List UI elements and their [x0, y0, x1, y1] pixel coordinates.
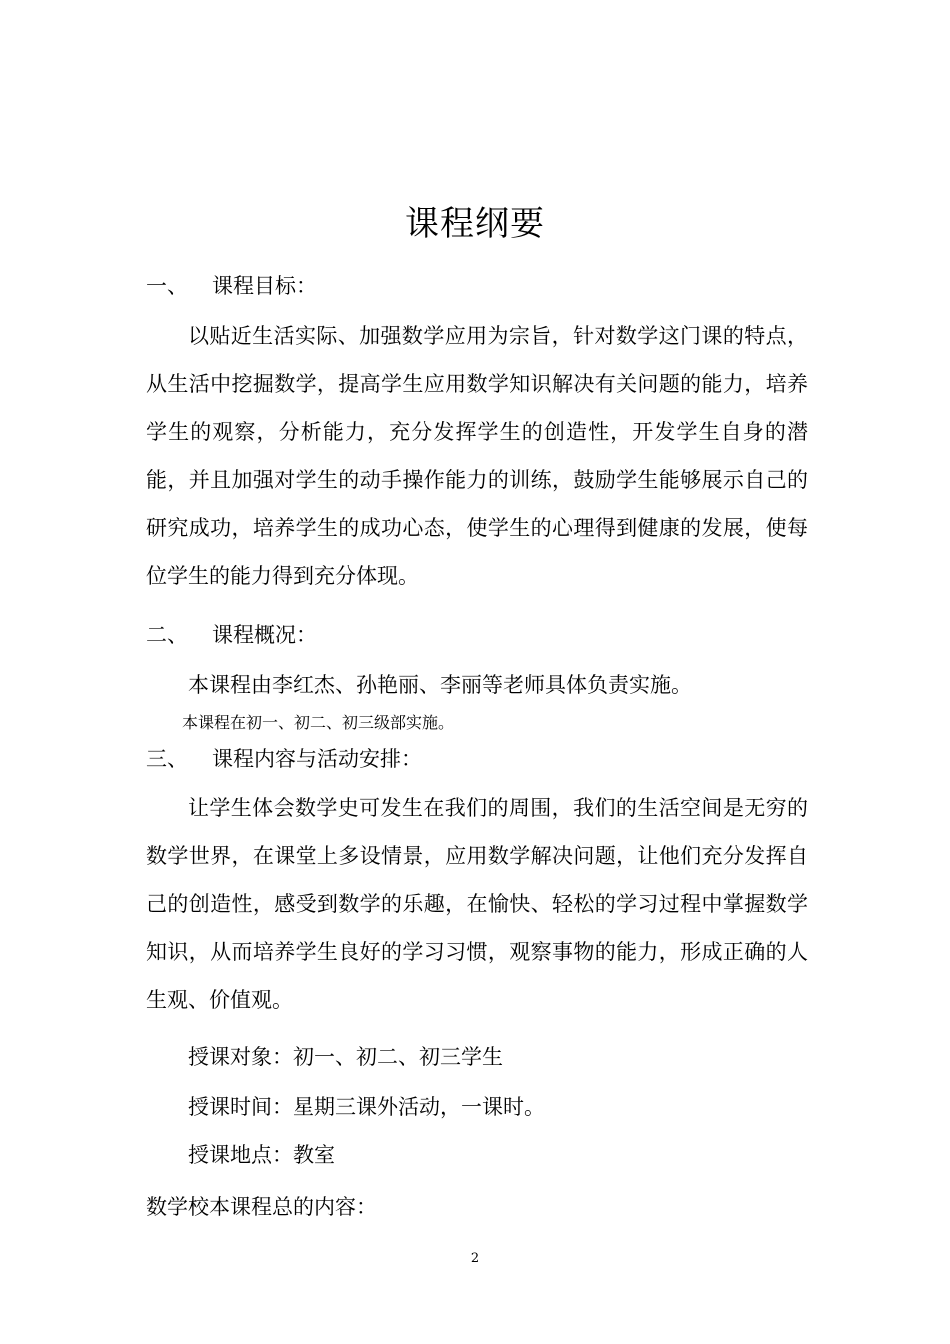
content-paragraph: 让学生体会数学史可发生在我们的周围，我们的生活空间是无穷的数学世界，在课堂上多设情景，应用数学解决问题，让他们充分发挥自己的创造性，感受到数学的乐趣，在愉快、轻松的学习过程中掌握数学知识，从而培养学生良好的学习习惯，观察事物的能力，形成正确的人生观、价值观。 — [146, 796, 808, 1012]
teaching-place: 授课地点：教室 — [188, 1143, 335, 1167]
page-number: 2 — [470, 1251, 480, 1266]
section-title: 课程内容与活动安排： — [212, 747, 422, 771]
overview-line-grades: 本课程在初一、初二、初三级部实施。 — [182, 713, 455, 732]
objectives-paragraph: 以贴近生活实际、加强数学应用为宗旨，针对数学这门课的特点，从生活中挖掘数学，提高学生应用数学知识解决有关问题的能力，培养学生的观察，分析能力，充分发挥学生的创造性，开发学生自身的潜能，并且加强对学生的动手操作能力的训练，鼓励学生能够展示自己的研究成功，培养学生的成功心态，使学生的心理得到健康的发展，使每位学生的能力得到充分体现。 — [146, 324, 808, 588]
section-number: 一、 — [146, 274, 188, 298]
page-title: 课程纲要 — [405, 204, 545, 244]
teaching-target: 授课对象：初一、初二、初三学生 — [188, 1045, 503, 1069]
section-title: 课程概况： — [212, 623, 317, 647]
section-heading-overview — [146, 620, 317, 650]
section-number: 三、 — [146, 747, 188, 771]
section-heading-objectives — [146, 271, 317, 301]
section-title: 课程目标： — [212, 274, 317, 298]
closing-heading: 数学校本课程总的内容： — [146, 1195, 377, 1219]
overview-line-teachers: 本课程由李红杰、孙艳丽、李丽等老师具体负责实施。 — [188, 673, 692, 697]
teaching-time: 授课时间：星期三课外活动，一课时。 — [188, 1095, 545, 1119]
section-number: 二、 — [146, 623, 188, 647]
section-heading-content — [146, 744, 422, 774]
